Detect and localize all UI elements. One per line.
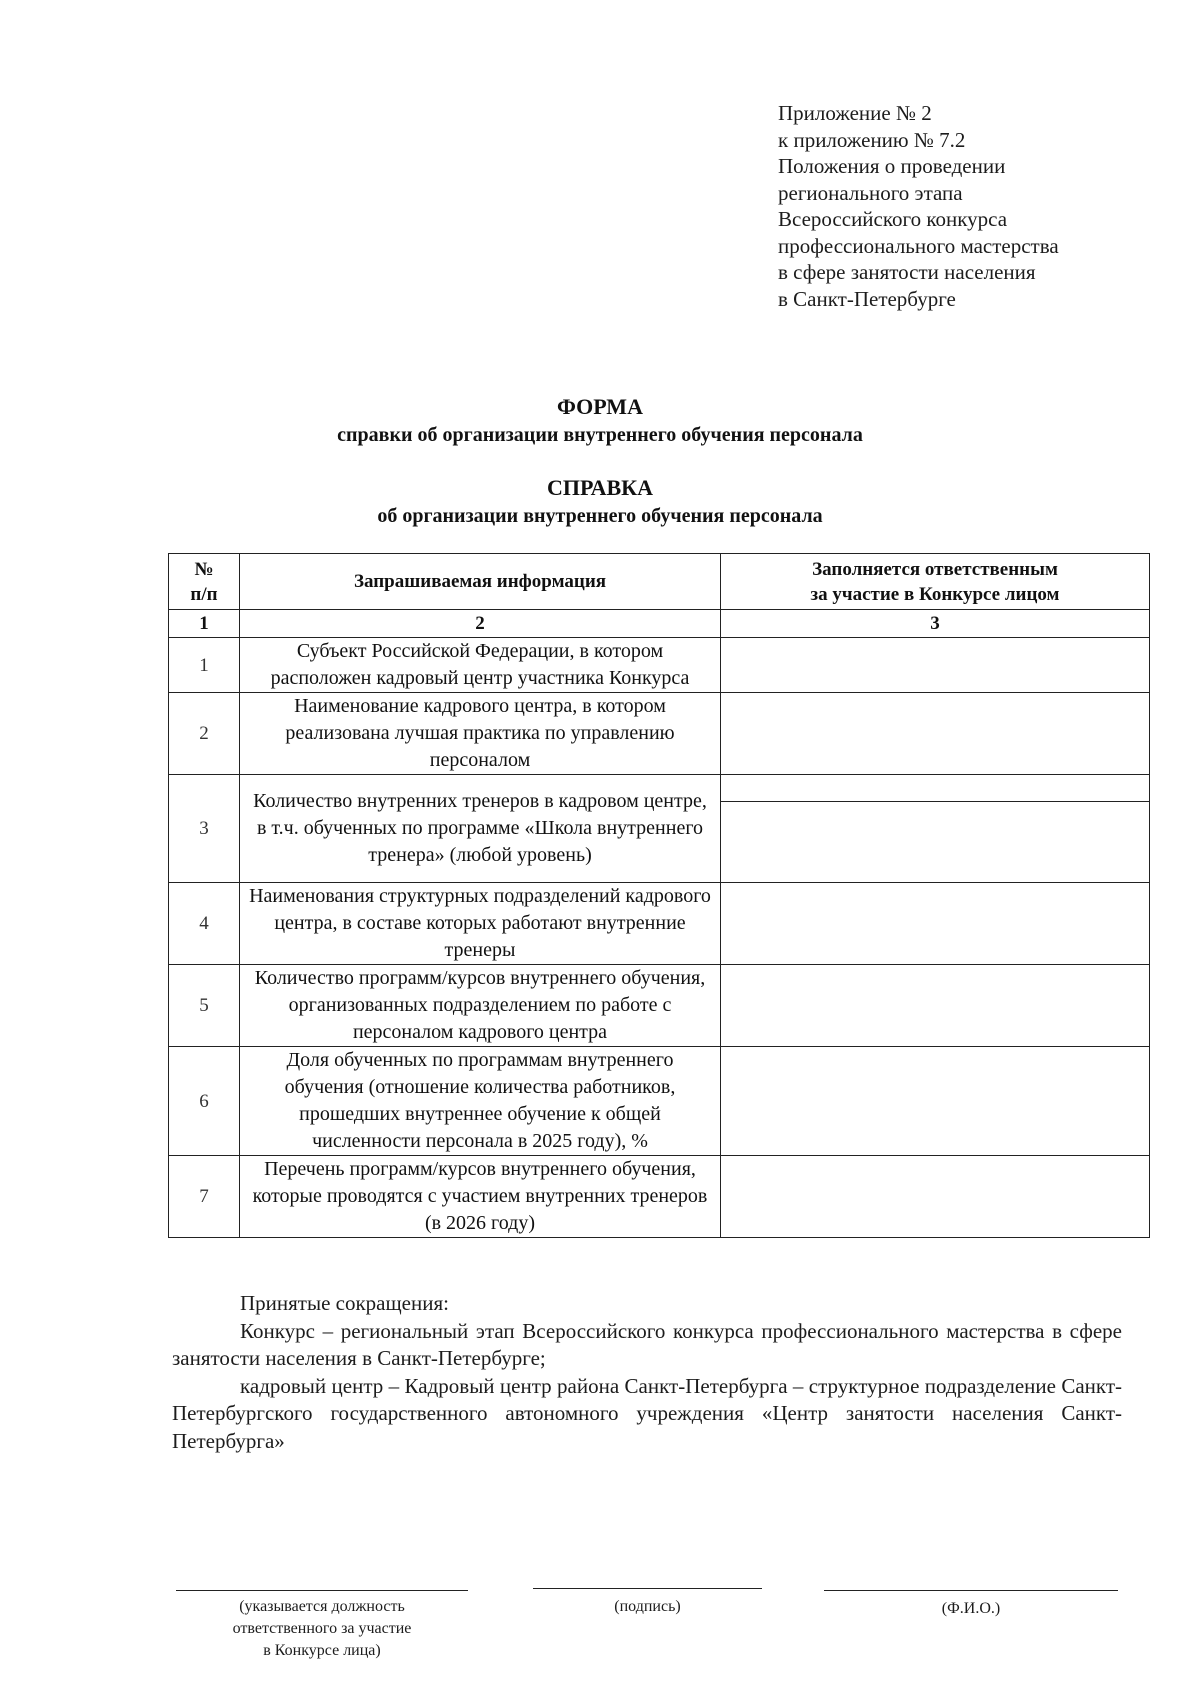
row-value[interactable] xyxy=(721,638,1150,693)
row-number: 2 xyxy=(169,693,240,775)
row-value[interactable] xyxy=(721,693,1150,775)
row-info: Доля обученных по программам внутреннего обучения (отношение количества работников, прошедших внутреннее обучение к общей численности персонала в 2025 году), % xyxy=(240,1047,721,1156)
position-caption: (указывается должность ответственного за участие в Конкурсе лица) xyxy=(232,1598,412,1659)
appendix-line: Приложение № 2 xyxy=(778,101,932,125)
name-line[interactable] xyxy=(824,1590,1118,1591)
table-header-row xyxy=(169,554,1150,610)
row-value-subcell[interactable] xyxy=(721,775,1149,802)
row-number: 4 xyxy=(169,883,240,965)
row-info: Количество внутренних тренеров в кадровом центре, в т.ч. обученных по программе «Школа внутреннего тренера» (любой уровень) xyxy=(240,775,721,883)
appendix-line: регионального этапа xyxy=(778,180,963,205)
abbreviation-item: Конкурс – региональный этап Всероссийского конкурса профессионального мастерства в сфере занятости населения в Санкт-Петербурге; xyxy=(172,1318,1122,1370)
table-row xyxy=(169,693,1150,775)
row-info: Субъект Российской Федерации, в котором расположен кадровый центр участника Конкурса xyxy=(240,638,721,693)
abbreviations-heading: Принятые сокращения: xyxy=(240,1291,449,1315)
document-subtitle: об организации внутреннего обучения персонала xyxy=(377,505,823,527)
position-line[interactable] xyxy=(176,1590,468,1591)
row-value[interactable] xyxy=(721,883,1150,965)
row-value[interactable] xyxy=(721,1156,1150,1238)
form-title: ФОРМА xyxy=(557,394,643,419)
row-value[interactable] xyxy=(721,1047,1150,1156)
appendix-line: в сфере занятости населения xyxy=(778,260,1036,284)
table-row xyxy=(169,1156,1150,1238)
row-number: 6 xyxy=(169,1047,240,1156)
header-number: № п/п xyxy=(169,554,240,610)
appendix-line: Положения о проведении xyxy=(778,154,1006,178)
table-row xyxy=(169,1047,1150,1156)
table-row xyxy=(169,883,1150,965)
table-row xyxy=(169,638,1150,693)
row-number: 3 xyxy=(169,775,240,883)
header-requested-info: Запрашиваемая информация xyxy=(240,554,721,610)
row-info: Наименования структурных подразделений кадрового центра, в составе которых работают внутренние тренеры xyxy=(240,883,721,965)
column-number: 1 xyxy=(169,610,240,638)
row-number: 5 xyxy=(169,965,240,1047)
row-value-subcell[interactable] xyxy=(721,802,1149,882)
row-number: 1 xyxy=(169,638,240,693)
appendix-line: профессионального мастерства xyxy=(778,233,1059,258)
column-number-row xyxy=(169,610,1150,638)
column-number: 2 xyxy=(240,610,721,638)
row-value[interactable] xyxy=(721,965,1150,1047)
row-info: Количество программ/курсов внутреннего обучения, организованных подразделением по работе с персоналом кадрового центра xyxy=(240,965,721,1047)
header-filled-by: Заполняется ответственным за участие в Конкурсе лицом xyxy=(721,554,1150,610)
signature-line[interactable] xyxy=(533,1588,762,1589)
form-subtitle: справки об организации внутреннего обучения персонала xyxy=(337,424,863,446)
appendix-line: Всероссийского конкурса xyxy=(778,207,1008,231)
appendix-line: в Санкт-Петербурге xyxy=(778,286,956,311)
row-info: Перечень программ/курсов внутреннего обучения, которые проводятся с участием внутренних тренеров (в 2026 году) xyxy=(240,1156,721,1238)
signature-caption: (подпись) xyxy=(614,1598,681,1615)
appendix-line: к приложению № 7.2 xyxy=(778,127,966,152)
appendix-block xyxy=(778,100,1059,312)
info-table xyxy=(168,553,1150,1238)
document-title: СПРАВКА xyxy=(546,475,654,500)
row-value[interactable] xyxy=(721,775,1150,883)
abbreviation-item: кадровый центр – Кадровый центр района Санкт-Петербурга – структурное подразделение Санкт-Петербургского государственного автономного учреждения «Центр занятости населения Санкт-Петербурга» xyxy=(172,1373,1122,1453)
abbreviations-block xyxy=(172,1290,1122,1455)
row-number: 7 xyxy=(169,1156,240,1238)
table-row xyxy=(169,965,1150,1047)
table-row xyxy=(169,775,1150,883)
row-info: Наименование кадрового центра, в котором реализована лучшая практика по управлению персоналом xyxy=(240,693,721,775)
name-caption: (Ф.И.О.) xyxy=(941,1600,1001,1617)
column-number: 3 xyxy=(721,610,1150,638)
